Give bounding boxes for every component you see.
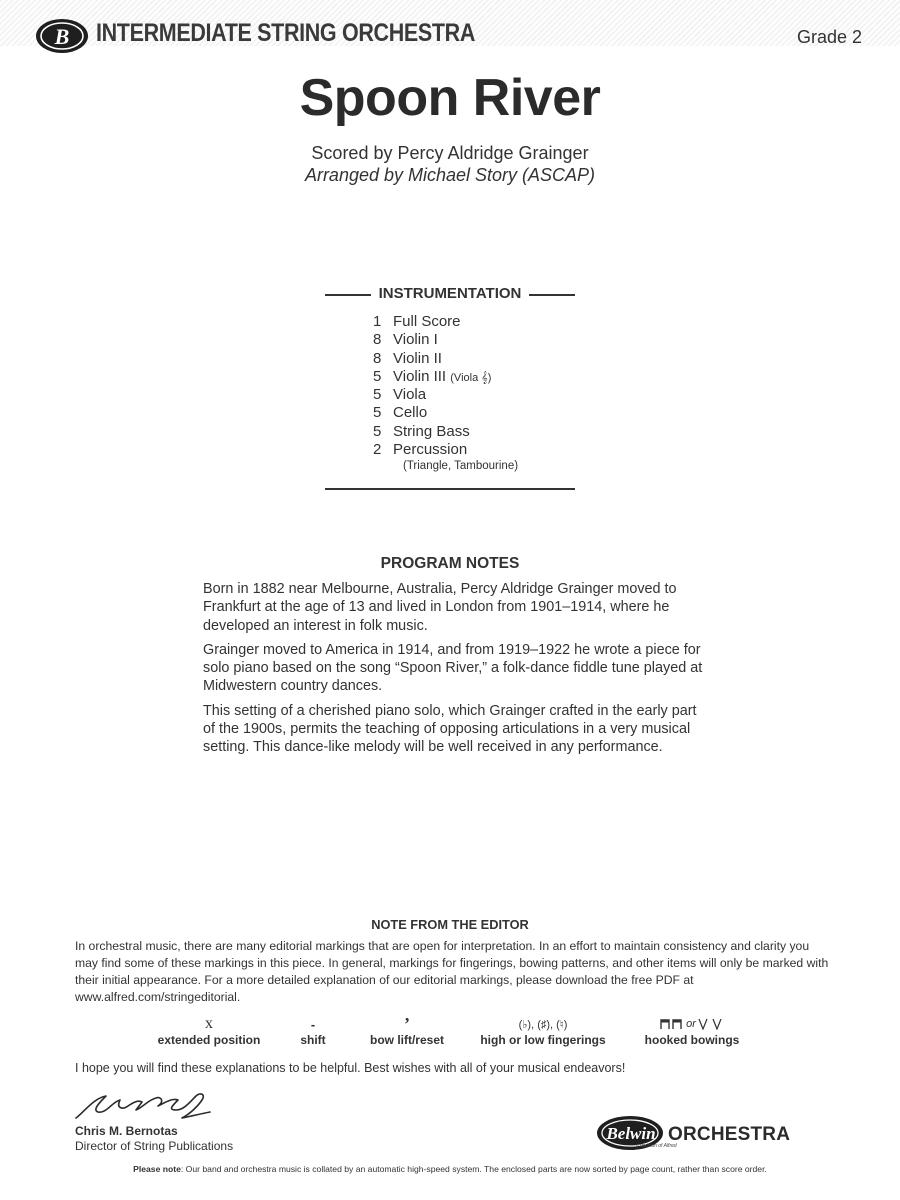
instrument-qty: 5 xyxy=(373,422,382,440)
instrument-name: Full Score xyxy=(393,313,461,330)
instrumentation-heading-label: INSTRUMENTATION xyxy=(378,285,522,302)
instrument-qty: 5 xyxy=(373,367,382,385)
marking-bow-lift xyxy=(362,1015,452,1047)
hooked-bowing-icon xyxy=(636,1015,748,1033)
svg-text:Belwin: Belwin xyxy=(606,1124,656,1143)
marking-hooked-bowings xyxy=(636,1015,748,1047)
instrumentation-bottom-rule xyxy=(325,488,575,490)
shift-icon xyxy=(288,1015,338,1033)
instrumentation-list xyxy=(373,313,603,459)
signature-image xyxy=(72,1088,217,1122)
instrument-name: Violin II xyxy=(393,349,442,367)
instrument-row xyxy=(373,404,603,422)
instrument-name: Violin I xyxy=(393,331,438,349)
publisher-orchestra-label: ORCHESTRA xyxy=(668,1124,791,1145)
up-bow-icon xyxy=(698,1018,724,1030)
editor-note-heading: NOTE FROM THE EDITOR xyxy=(371,917,529,932)
signer-name: Chris M. Bernotas xyxy=(75,1124,178,1138)
footer-note xyxy=(0,1164,900,1174)
svg-text:B: B xyxy=(54,24,70,49)
arranged-by-credit: Arranged by Michael Story (ASCAP) xyxy=(304,165,596,185)
instrument-row xyxy=(373,368,603,386)
accidental-icon xyxy=(478,1015,608,1033)
heading-rule-right xyxy=(529,294,575,296)
instrument-row xyxy=(373,331,603,349)
instrument-qty: 5 xyxy=(373,386,382,404)
marking-symbol: (♭), (♯), (♮) xyxy=(518,1018,568,1031)
marking-label: shift xyxy=(300,1033,326,1047)
footer-note-label: Please note xyxy=(133,1164,181,1174)
instrument-row xyxy=(373,313,603,331)
marking-symbol: or xyxy=(686,1018,696,1030)
marking-high-low-fingerings xyxy=(478,1015,608,1047)
publisher-subtext: a division of Alfred xyxy=(636,1143,677,1149)
instrument-row xyxy=(373,350,603,368)
instrument-name: Viola xyxy=(393,386,427,404)
instrument-qty: 2 xyxy=(373,441,382,459)
program-notes-paragraph: This setting of a cherished piano solo, which Grainger crafted in the early part of the 1900s, permits the teaching of opposing articulations in a very musical setting. This dance-like melody will be well received in any performance. xyxy=(203,702,697,756)
series-title: INTERMEDIATE STRING ORCHESTRA xyxy=(96,19,476,47)
marking-label: hooked bowings xyxy=(644,1033,740,1047)
instrument-qty: 5 xyxy=(373,404,382,422)
instrument-row xyxy=(373,441,603,459)
footer-note-text: : Our band and orchestra music is collated by an automatic high-speed system. The enclosed parts are now sorted by page count, rather than score order. xyxy=(180,1164,767,1174)
instrument-name: String Bass xyxy=(393,422,470,440)
scored-by-credit: Scored by Percy Aldridge Grainger xyxy=(311,143,589,163)
instrument-qty: 8 xyxy=(373,349,382,367)
marking-extended-position xyxy=(150,1015,268,1047)
instrument-name xyxy=(393,368,491,385)
marking-symbol: ’ xyxy=(404,1013,410,1034)
instrument-qty: 8 xyxy=(373,331,382,349)
marking-label: extended position xyxy=(157,1033,261,1047)
instrument-name: Percussion xyxy=(393,441,468,459)
down-bow-icon xyxy=(660,1018,684,1030)
instrument-name: Cello xyxy=(393,404,428,422)
instrument-name-text: Violin III xyxy=(393,367,447,385)
percussion-detail: (Triangle, Tambourine) xyxy=(403,460,519,472)
instrument-row xyxy=(373,423,603,441)
instrument-note: (Viola 𝄞) xyxy=(450,371,492,384)
marking-symbol: x xyxy=(205,1015,213,1032)
marking-symbol: - xyxy=(310,1016,316,1032)
program-notes-paragraph: Grainger moved to America in 1914, and from 1919–1922 he wrote a piece for solo piano based on the song “Spoon River,” a folk-dance fiddle tune played at Midwestern country dances. xyxy=(203,641,703,695)
instrumentation-heading xyxy=(325,285,575,305)
program-notes-heading: PROGRAM NOTES xyxy=(380,555,520,572)
signer-role: Director of String Publications xyxy=(75,1139,234,1153)
marking-label: bow lift/reset xyxy=(369,1033,444,1047)
editor-note-body: In orchestral music, there are many editorial markings that are open for interpretation. In an effort to maintain consistency and clarity you may find some of these markings in this piece. In general, markings for fingerings, bowing patterns, and other items will only be marked with their initial appearance. For a more detailed explanation of our editorial markings, please download the free PDF at www.alfred.com/stringeditorial. xyxy=(75,939,829,1004)
bow-lift-icon xyxy=(362,1015,452,1033)
belwin-b-logo-icon xyxy=(34,15,90,57)
editor-closing: I hope you will find these explanations to be helpful. Best wishes with all of your musical endeavors! xyxy=(75,1061,626,1075)
instrument-row xyxy=(373,386,603,404)
program-notes-paragraph: Born in 1882 near Melbourne, Australia, Percy Aldridge Grainger moved to Frankfurt at the age of 13 and lived in London from 1901–1914, where he developed an interest in folk music. xyxy=(203,581,677,634)
extended-position-icon xyxy=(150,1015,268,1033)
grade-label: Grade 2 xyxy=(796,27,862,47)
program-notes-body xyxy=(203,580,708,763)
marking-label: high or low fingerings xyxy=(480,1033,606,1047)
instrument-qty: 1 xyxy=(373,313,382,330)
page-title: Spoon River xyxy=(299,69,601,127)
marking-shift xyxy=(288,1015,338,1047)
